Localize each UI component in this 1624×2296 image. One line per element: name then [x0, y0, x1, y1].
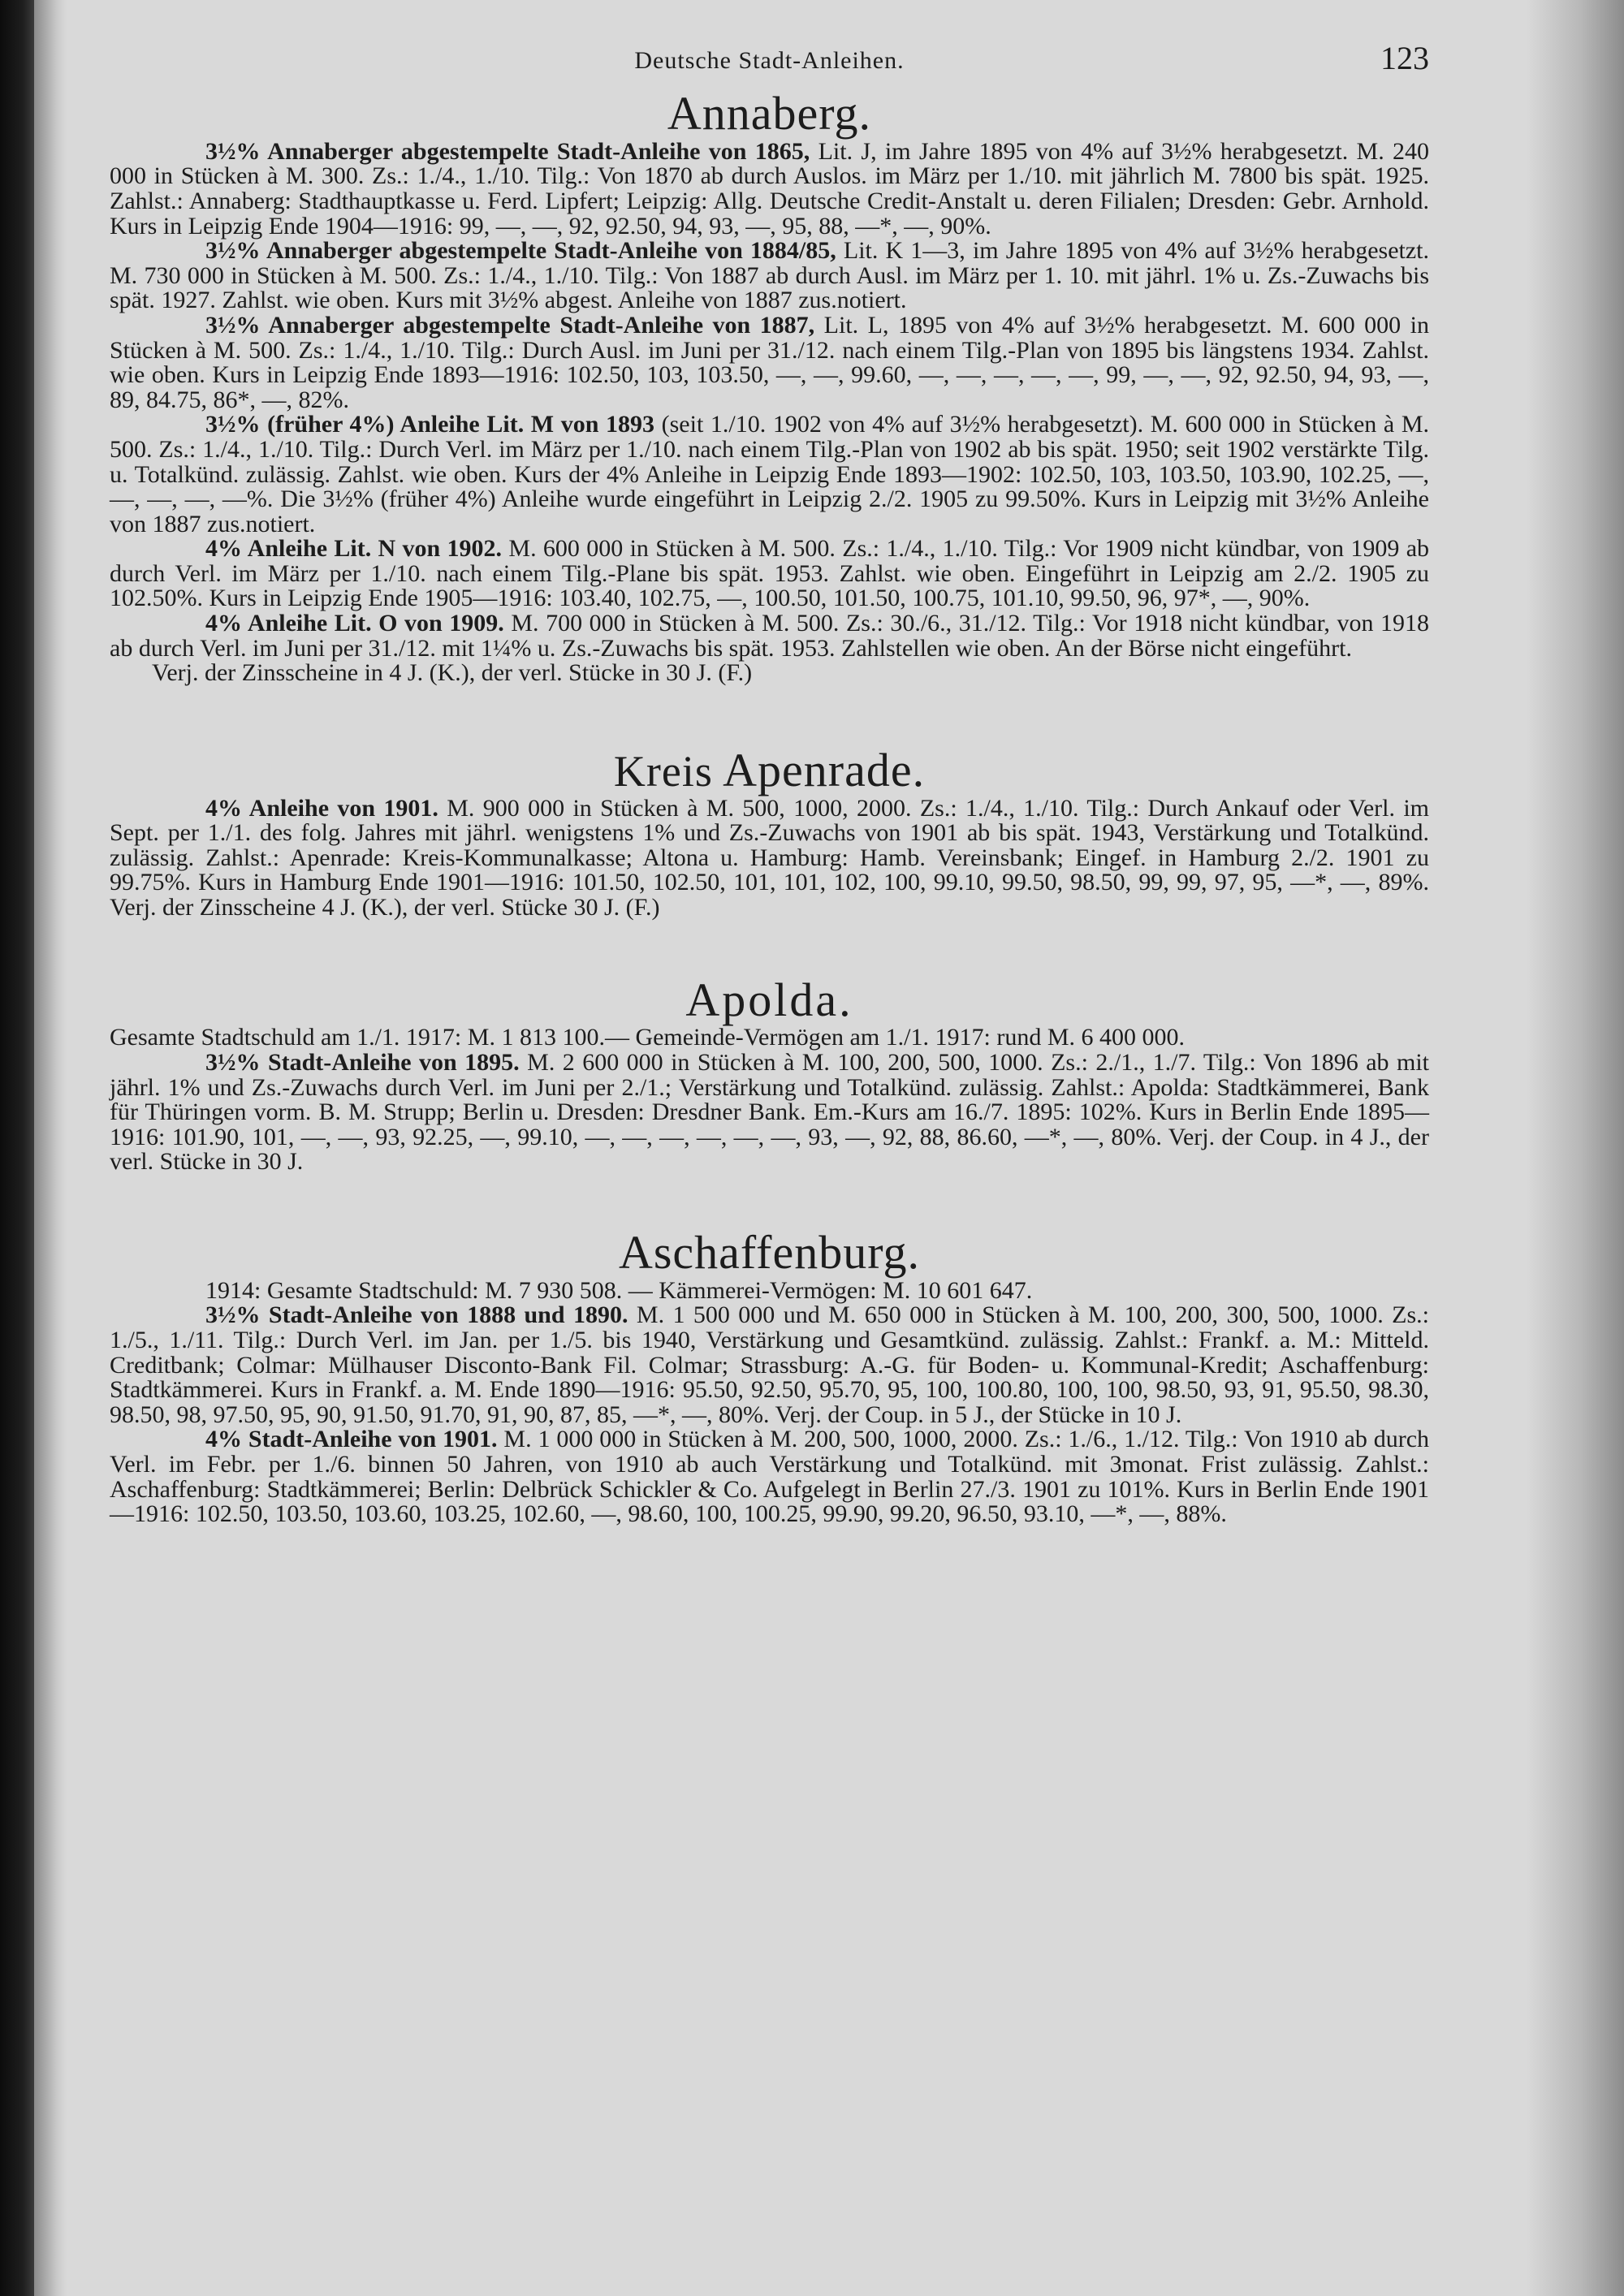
loan-details: M. 1 000 000 in Stücken à M. 200, 500, 1000, 2000. Zs.: 1./6., 1./12. Tilg.: Von 1910 ab durch Verl. im Febr. per 1./6. binnen 50 Jahren, von 1910 ab auch Verstärkung und Totalkünd. mit 3monat. Frist zulässig. Zahlst.: Aschaffenburg: Stadtkämmerei; Berlin: Delbrück Schickler & Co. Aufgelegt in Berlin 27./3. 1901 zu 101%. Kurs in Berlin Ende 1901—1916: 102.50, 103.50, 103.60, 103.25, 102.60, —, 98.60, 100, 100.25, 99.90, 99.20, 96.50, 93.10, —*, —, 88%. — [110, 1426, 1430, 1528]
loan-entry — [110, 796, 1429, 921]
page-number: 123 — [1380, 40, 1429, 76]
section-annaberg — [110, 88, 1429, 686]
section-apenrade — [110, 744, 1429, 921]
loan-title: 3½% Annaberger abgestempelte Stadt-Anleihe von 1884/85, — [205, 237, 836, 265]
section-apolda — [110, 974, 1429, 1175]
loan-entry — [110, 239, 1429, 313]
loan-entry — [110, 537, 1429, 611]
loan-entry — [110, 1427, 1429, 1526]
loan-details: Lit. L, 1895 von 4% auf 3½% herabgesetzt. M. 600 000 in Stücken à M. 500. Zs.: 1./4., 1./10. Tilg.: Durch Ausl. im Juni per 31./12. nach einem Tilg.-Plan von 1895 bis längstens 1934. Zahlst. wie oben. Kurs in Leipzig Ende 1893—1916: 102.50, 103, 103.50, —, —, 99.60, —, —, —, —, —, 99, —, —, 92, 92.50, 94, 93, —, 89, 84.75, 86*, —, 82%. — [110, 311, 1429, 413]
loan-title: 4% Anleihe Lit. N von 1902. — [205, 535, 503, 563]
section-heading-prefix: Kreis — [613, 746, 713, 796]
loan-details: M. 1 500 000 und M. 650 000 in Stücken à M. 100, 200, 300, 500, 1000. Zs.: 1./5., 1./11. Tilg.: Durch Verl. im Jan. per 1./5. bis 1940, Verstärkung und Gesamtkünd. zulässig. Zahlst.: Frankf. a. M.: Mitteld. Creditbank; Colmar: Mülhauser Disconto-Bank Fil. Colmar; Strassburg: A.-G. für Boden- u. Kommunal-Kredit; Aschaffenburg: Stadtkämmerei. Kurs in Frankf. a. M. Ende 1890—1916: 95.50, 92.50, 95.70, 95, 100, 100.80, 100, 100, 98.50, 93, 91, 95.50, 98.30, 98.50, 98, 97.50, 95, 90, 91.50, 91.70, 91, 90, 87, 85, —*, —, 80%. Verj. der Coup. in 5 J., der Stücke in 10 J. — [110, 1301, 1430, 1428]
page-edge-shadow — [1527, 0, 1624, 2296]
gutter-shadow — [34, 0, 67, 2296]
loan-entry — [110, 1051, 1429, 1175]
loan-entry — [110, 137, 1429, 240]
book-spine-shadow — [0, 0, 34, 2296]
loan-details: (seit 1./10. 1902 von 4% auf 3½% herabgesetzt). M. 600 000 in Stücken à M. 500. Zs.: 1./4., 1./10. Tilg.: Durch Verl. im März per 1./10. nach einem Tilg.-Plan von 1902 ab bis spät. 1950; seit 1902 verstärkte Tilg. u. Totalkünd. zulässig. Zahlst. wie oben. Kurs der 4% Anleihe in Leipzig Ende 1893—1902: 102.50, 103, 103.50, 103.90, 102.25, —, —, —, —, —%. Die 3½% (früher 4%) Anleihe wurde eingeführt in Leipzig 2./2. 1905 zu 99.50%. Kurs in Leipzig mit 3½% Anleihe von 1887 zus.notiert. — [110, 411, 1429, 537]
loan-title: 4% Anleihe Lit. O von 1909. — [205, 610, 504, 637]
loan-details: M. 700 000 in Stücken à M. 500. Zs.: 30./6., 31./12. Tilg.: Vor 1918 nicht kündbar, von 1918 ab durch Verl. im Juni per 31./12. mit 1¼% u. Zs.-Zuwachs bis spät. 1953. Zahlstellen wie oben. An der Börse nicht eingeführt. — [110, 610, 1430, 662]
loan-entry — [110, 611, 1429, 661]
running-head-title: Deutsche Stadt-Anleihen. — [634, 47, 905, 74]
section-heading-apenrade — [110, 744, 1429, 796]
loan-title: 4% Anleihe von 1901. — [205, 794, 438, 822]
loan-details: M. 600 000 in Stücken à M. 500. Zs.: 1./4., 1./10. Tilg.: Vor 1909 nicht kündbar, von 1909 ab durch Verl. im März per 1./10. nach einem Tilg.-Plane bis spät. 1953. Zahlst. wie oben. Eingeführt in Leipzig am 2./2. 1905 zu 102.50%. Kurs in Leipzig Ende 1905—1916: 103.40, 102.75, —, 100.50, 101.50, 100.75, 101.10, 99.50, 96, 97*, —, 90%. — [110, 535, 1430, 612]
loan-details: M. 900 000 in Stücken à M. 500, 1000, 2000. Zs.: 1./4., 1./10. Tilg.: Durch Ankauf oder Verl. im Sept. per 1./1. des folg. Jahres mit jährl. wenigstens 1% und Zs.-Zuwachs von 1901 ab bis spät. 1943, Verstärkung und Totalkünd. zulässig. Zahlst.: Apenrade: Kreis-Kommunalkasse; Altona u. Hamburg: Hamb. Vereinsbank; Eingef. in Hamburg 2./2. 1901 zu 99.75%. Kurs in Hamburg Ende 1901—1916: 101.50, 102.50, 101, 101, 102, 100, 99.10, 99.50, 98.50, 99, 99, 97, 95, —*, —, 89%. Verj. der Zinsscheine 4 J. (K.), der verl. Stücke 30 J. (F.) — [110, 794, 1430, 921]
section-summary: Gesamte Stadtschuld am 1./1. 1917: M. 1 813 100.— Gemeinde-Vermögen am 1./1. 1917: rund M. 6 400 000. — [110, 1024, 1185, 1051]
section-aschaffenburg — [110, 1227, 1429, 1527]
section-summary: 1914: Gesamte Stadtschuld: M. 7 930 508. — Kämmerei-Vermögen: M. 10 601 647. — [205, 1276, 1033, 1304]
loan-details: M. 2 600 000 in Stücken à M. 100, 200, 500, 1000. Zs.: 2./1., 1./7. Tilg.: Von 1896 ab mit jährl. 1% und Zs.-Zuwachs durch Verl. im Juni per 2./1.; Verstärkung und Totalkünd. zulässig. Zahlst.: Apolda: Stadtkämmerei, Bank für Thüringen vorm. B. M. Strupp; Berlin u. Dresden: Dresdner Bank. Em.-Kurs am 16./7. 1895: 102%. Kurs in Berlin Ende 1895—1916: 101.90, 101, —, —, 93, 92.25, —, 99.10, —, —, —, —, —, —, 93, —, 92, 88, 86.60, —*, —, 80%. Verj. der Coup. in 4 J., der verl. Stücke in 30 J. — [110, 1049, 1430, 1176]
loan-title: 3½% Annaberger abgestempelte Stadt-Anleihe von 1887, — [205, 311, 815, 339]
section-heading-apolda: Apolda. — [685, 973, 853, 1026]
loan-details: Lit. J, im Jahre 1895 von 4% auf 3½% herabgesetzt. M. 240 000 in Stücken à M. 300. Zs.: 1./4., 1./10. Tilg.: Von 1870 ab durch Auslos. im März per 1./10. mit jährlich M. 7800 bis spät. 1925. Zahlst.: Annaberg: Stadthauptkasse u. Ferd. Lipfert; Leipzig: Allg. Deutsche Credit-Anstalt u. deren Filialen; Dresden: Gebr. Arnhold. Kurs in Leipzig Ende 1904—1916: 99, —, —, 92, 92.50, 94, 93, —, 95, 88, —*, —, 90%. — [110, 137, 1429, 240]
section-heading-name: Apenrade. — [723, 743, 926, 796]
loan-title: 3½% Stadt-Anleihe von 1895. — [205, 1049, 520, 1077]
loan-entry — [110, 1303, 1429, 1427]
running-head — [110, 31, 1429, 88]
section-heading-aschaffenburg: Aschaffenburg. — [618, 1225, 921, 1279]
loan-entry — [110, 412, 1429, 537]
loan-entry — [110, 313, 1429, 412]
loan-title: 3½% Stadt-Anleihe von 1888 und 1890. — [205, 1301, 628, 1329]
book-page — [110, 31, 1429, 1539]
section-footnote: Verj. der Zinsscheine in 4 J. (K.), der verl. Stücke in 30 J. (F.) — [152, 659, 753, 687]
section-heading-annaberg: Annaberg. — [667, 87, 872, 140]
loan-details: Lit. K 1—3, im Jahre 1895 von 4% auf 3½% herabgesetzt. M. 730 000 in Stücken à M. 500. Zs.: 1./4., 1./10. Tilg.: Von 1887 ab durch Ausl. im März per 1. 10. mit jährl. 1% u. Zs.-Zuwachs bis spät. 1927. Zahlst. wie oben. Kurs mit 3½% abgest. Anleihe von 1887 zus.notiert. — [110, 237, 1430, 314]
loan-title: 4% Stadt-Anleihe von 1901. — [205, 1426, 498, 1453]
loan-title: 3½% (früher 4%) Anleihe Lit. M von 1893 — [205, 411, 655, 438]
loan-title: 3½% Annaberger abgestempelte Stadt-Anleihe von 1865, — [205, 137, 810, 165]
